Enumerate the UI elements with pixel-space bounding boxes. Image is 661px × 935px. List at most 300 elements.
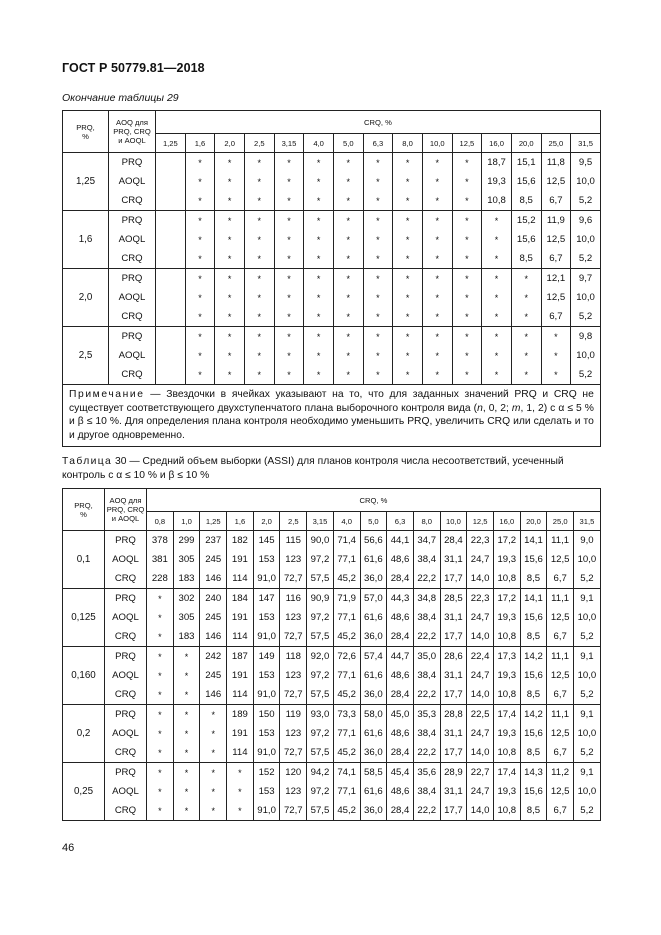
table-cell: * [304,211,334,231]
table-cell: * [333,172,363,191]
table-cell: 57,5 [307,801,334,821]
table-cell: 61,6 [360,782,387,801]
table-cell: * [244,172,274,191]
table-cell: 5,2 [574,685,601,705]
table-cell: 45,2 [333,743,360,763]
table-cell: 9,1 [574,763,601,783]
table-cell: 57,5 [307,685,334,705]
table-cell: 61,6 [360,666,387,685]
table-cell: 191 [227,608,254,627]
crq-value-header: 2,5 [280,512,307,531]
table-cell: 15,6 [520,550,547,569]
table-30-caption-text: — Средний объем выборки (ASSI) для планов контроля числа несоответствий, усеченный контроль с α ≤ 10 % и β ≤ 10 % [62,456,564,481]
table-cell: 11,2 [547,763,574,783]
table-cell: * [452,288,482,307]
table-cell: 114 [227,743,254,763]
table-cell: * [173,801,200,821]
table-cell: * [304,327,334,347]
table-cell: * [482,365,512,385]
table-cell: * [511,269,541,289]
table-cell: 153 [253,550,280,569]
column-header-aoq-line: PRQ, CRQ [106,505,145,514]
table-cell: 22,3 [467,531,494,551]
table-cell [156,191,186,211]
table-cell: 9,0 [574,531,601,551]
table-cell: * [452,327,482,347]
table-cell: 93,0 [307,705,334,725]
table-cell: 12,5 [547,782,574,801]
table-cell: 38,4 [413,608,440,627]
table-cell: * [200,724,227,743]
table-cell: 77,1 [333,550,360,569]
table-row [63,269,601,289]
row-type-label: PRQ [105,647,147,667]
table-row [63,608,601,627]
table-cell: 44,1 [387,531,414,551]
table-cell: * [147,647,174,667]
crq-value-header: 1,6 [185,134,215,153]
table-cell: * [304,153,334,173]
table-cell: 14,1 [520,531,547,551]
table-cell [156,172,186,191]
table-cell: 12,5 [541,230,571,249]
table-cell: 19,3 [493,666,520,685]
row-type-label: AOQL [105,782,147,801]
table-cell: * [274,269,304,289]
table-cell: 97,2 [307,724,334,743]
table-cell: * [244,230,274,249]
table-cell: * [147,589,174,609]
table-cell: * [215,269,245,289]
table-cell: 61,6 [360,724,387,743]
table-cell: 34,8 [413,589,440,609]
row-type-label: PRQ [109,327,156,347]
table-cell: 61,6 [360,550,387,569]
table-cell: 28,6 [440,647,467,667]
table-cell: * [333,153,363,173]
table-cell: 12,5 [541,172,571,191]
table-cell: 12,1 [541,269,571,289]
table-cell: 5,2 [574,743,601,763]
table-cell: 10,0 [574,550,601,569]
table-cell: 10,0 [574,782,601,801]
column-header-aoq-line: и AOQL [118,136,146,145]
table-cell: 17,7 [440,627,467,647]
table-row [63,589,601,609]
crq-value-header: 25,0 [541,134,571,153]
table-cell: * [185,365,215,385]
table-cell: 61,6 [360,608,387,627]
table-cell: 145 [253,531,280,551]
table-row [63,569,601,589]
table-cell: 15,2 [511,211,541,231]
row-type-label: AOQL [105,608,147,627]
table-cell: 28,5 [440,589,467,609]
table-cell: * [274,365,304,385]
table-cell: 10,8 [493,627,520,647]
table-row [63,327,601,347]
table-cell: * [274,307,304,327]
table-cell: * [173,743,200,763]
table-cell: * [363,153,393,173]
table-cell: * [422,346,452,365]
table-row [63,763,601,783]
table-cell: 10,8 [482,191,512,211]
table-cell: 9,1 [574,647,601,667]
table-cell: 38,4 [413,666,440,685]
row-type-label: CRQ [105,685,147,705]
table-cell: * [422,288,452,307]
table-cell: 72,7 [280,569,307,589]
table-cell: 17,7 [440,685,467,705]
table-cell: * [200,743,227,763]
table-cell: 48,6 [387,666,414,685]
table-cell [156,249,186,269]
crq-value-header: 1,25 [156,134,186,153]
table-cell: 24,7 [467,666,494,685]
table-cell: * [333,307,363,327]
table-cell: 9,1 [574,705,601,725]
table-cell: 12,5 [547,608,574,627]
table-cell: 19,3 [493,782,520,801]
table-cell: 91,0 [253,569,280,589]
table-cell: 31,1 [440,782,467,801]
table-row [63,211,601,231]
table-cell: 120 [280,763,307,783]
column-header-crq: CRQ, % [147,489,601,512]
table-cell: * [422,211,452,231]
header-row [63,489,601,512]
table-cell: 299 [173,531,200,551]
prq-group-value: 2,5 [63,327,109,385]
table-cell: * [333,346,363,365]
table-cell: 17,4 [493,763,520,783]
table-cell: 57,5 [307,627,334,647]
table-cell: * [541,365,571,385]
table-cell: * [227,763,254,783]
table-cell: * [452,365,482,385]
table-cell: * [393,346,423,365]
table-cell: 6,7 [541,249,571,269]
table-cell: 381 [147,550,174,569]
table-cell: * [185,307,215,327]
table-cell: 71,4 [333,531,360,551]
table-cell: 31,1 [440,608,467,627]
table-row [63,801,601,821]
table-cell: 15,6 [511,230,541,249]
note-m: m [511,402,521,414]
table-cell [156,269,186,289]
table-cell: * [274,346,304,365]
table-cell: 45,0 [387,705,414,725]
row-type-label: CRQ [105,569,147,589]
table-cell: 123 [280,782,307,801]
crq-value-header: 1,6 [227,512,254,531]
table-cell: 14,0 [467,627,494,647]
table-cell: * [393,365,423,385]
table-cell: 22,3 [467,589,494,609]
table-cell: 17,7 [440,743,467,763]
table-cell: * [215,230,245,249]
table-cell: * [147,627,174,647]
table-cell: 72,7 [280,627,307,647]
table-cell: 305 [173,608,200,627]
crq-value-header: 0,8 [147,512,174,531]
table-row [63,191,601,211]
table-cell: * [482,327,512,347]
table-cell: * [147,782,174,801]
table-cell: 35,3 [413,705,440,725]
table-cell: * [274,327,304,347]
table-cell: * [147,801,174,821]
table-cell: 17,7 [440,801,467,821]
table-cell: * [185,288,215,307]
table-cell: * [363,230,393,249]
table-cell: * [422,269,452,289]
table-cell: 153 [253,608,280,627]
table-row [63,230,601,249]
table-cell: 91,0 [253,743,280,763]
table-cell: * [304,269,334,289]
table-cell: * [244,191,274,211]
table-cell: 28,4 [387,685,414,705]
row-type-label: PRQ [105,705,147,725]
table-cell: 187 [227,647,254,667]
table-cell: 12,5 [541,288,571,307]
row-type-label: AOQL [105,550,147,569]
table-cell: 9,5 [571,153,601,173]
table-cell: 48,6 [387,724,414,743]
table-cell: 11,1 [547,647,574,667]
table-cell: * [482,307,512,327]
table-cell: 10,0 [574,608,601,627]
table-cell: 150 [253,705,280,725]
table-cell: 36,0 [360,627,387,647]
row-type-label: CRQ [109,249,156,269]
table-cell: * [363,249,393,269]
table-cell [156,211,186,231]
crq-value-header: 31,5 [574,512,601,531]
note-mid: , 0, 2; [482,402,512,414]
table-cell: 22,5 [467,705,494,725]
table-cell: 91,0 [253,801,280,821]
table-cell: 245 [200,666,227,685]
table-cell: 302 [173,589,200,609]
table-cell: 31,1 [440,724,467,743]
table-cell: * [304,365,334,385]
crq-value-header: 8,0 [413,512,440,531]
table-cell: * [173,705,200,725]
crq-value-header: 3,15 [274,134,304,153]
table-cell: * [393,307,423,327]
table-cell: * [393,191,423,211]
table-cell: 48,6 [387,608,414,627]
table-cell: * [147,705,174,725]
table-cell: * [274,288,304,307]
table-cell: 146 [200,685,227,705]
crq-value-header: 16,0 [493,512,520,531]
crq-value-header: 8,0 [393,134,423,153]
table-cell: 28,4 [387,569,414,589]
table-cell: * [304,307,334,327]
table-cell: 11,1 [547,589,574,609]
table-row [63,365,601,385]
table-cell: * [304,346,334,365]
row-type-label: PRQ [105,531,147,551]
crq-value-header: 5,0 [333,134,363,153]
crq-value-header: 16,0 [482,134,512,153]
table-cell: 8,5 [511,191,541,211]
table-row [63,627,601,647]
table-cell: 10,8 [493,801,520,821]
table-cell: * [482,346,512,365]
column-header-aoq [109,111,156,153]
table-cell: 11,1 [547,705,574,725]
table-cell: 15,6 [520,724,547,743]
table-row [63,705,601,725]
table-cell: * [215,365,245,385]
table-cell: 58,0 [360,705,387,725]
table-cell: * [363,191,393,211]
crq-value-header: 10,0 [422,134,452,153]
row-type-label: PRQ [105,763,147,783]
table-cell: * [173,666,200,685]
table-cell: * [147,666,174,685]
table-cell: 35,0 [413,647,440,667]
crq-value-header: 20,0 [520,512,547,531]
table-cell: * [147,763,174,783]
note-title: Примечание [69,389,145,400]
table-cell: * [393,327,423,347]
table-cell: * [185,211,215,231]
table-cell: * [482,288,512,307]
table-cell: 11,1 [547,531,574,551]
table-cell: 15,1 [511,153,541,173]
table-cell: 147 [253,589,280,609]
prq-group-value: 1,6 [63,211,109,269]
table-cell: 31,1 [440,550,467,569]
table-cell: 378 [147,531,174,551]
table-30 [62,488,601,821]
table-row [63,307,601,327]
crq-value-header: 4,0 [304,134,334,153]
table-cell: 146 [200,569,227,589]
table-cell: * [452,191,482,211]
table-row [63,288,601,307]
table-cell: 91,0 [253,627,280,647]
table-cell: * [363,307,393,327]
table-cell [156,288,186,307]
table-cell: * [541,346,571,365]
table-cell: 228 [147,569,174,589]
table-cell: * [215,327,245,347]
table-cell: 45,2 [333,801,360,821]
table-cell: 11,9 [541,211,571,231]
table-cell: * [333,211,363,231]
crq-value-header: 2,0 [215,134,245,153]
table-row [63,550,601,569]
table-cell: * [333,365,363,385]
table-cell: 24,7 [467,724,494,743]
table-cell: * [215,307,245,327]
table-cell: 114 [227,569,254,589]
table-cell: 9,8 [571,327,601,347]
table-cell: 58,5 [360,763,387,783]
table-cell: * [422,230,452,249]
table-cell: 44,3 [387,589,414,609]
table-cell: * [200,705,227,725]
table-cell: * [393,230,423,249]
table-cell: * [185,230,215,249]
table-cell: * [511,365,541,385]
table-cell: 5,2 [571,307,601,327]
table-cell: 6,7 [547,743,574,763]
crq-value-header: 3,15 [307,512,334,531]
table-cell: 36,0 [360,743,387,763]
table-cell: * [452,153,482,173]
table-cell: * [333,269,363,289]
table-cell: * [147,685,174,705]
table-cell: * [244,365,274,385]
row-type-label: PRQ [105,589,147,609]
table-cell: * [185,172,215,191]
table-cell: 146 [200,627,227,647]
table-cell: * [511,346,541,365]
table-cell: * [452,172,482,191]
table-cell: 10,8 [493,569,520,589]
table-cell: 9,6 [571,211,601,231]
table-cell [156,230,186,249]
table-cell: 28,4 [440,531,467,551]
crq-value-header: 25,0 [547,512,574,531]
row-type-label: CRQ [109,365,156,385]
table-cell: 15,6 [511,172,541,191]
column-header-prq [63,489,105,531]
table-cell: 183 [173,627,200,647]
table-cell: 237 [200,531,227,551]
table-cell: * [244,307,274,327]
table-cell: * [244,346,274,365]
table-cell: 14,0 [467,743,494,763]
table-cell: * [185,153,215,173]
table-cell: * [185,269,215,289]
table-cell: 5,2 [574,627,601,647]
table-cell: * [185,191,215,211]
table-cell: 77,1 [333,724,360,743]
table-cell: 94,2 [307,763,334,783]
table-cell: * [147,608,174,627]
table-cell: * [304,249,334,269]
table-cell: 12,5 [547,724,574,743]
crq-value-header: 5,0 [360,512,387,531]
table-cell: 5,2 [571,191,601,211]
table-cell: * [393,153,423,173]
table-cell: 8,5 [520,801,547,821]
table-cell: 97,2 [307,666,334,685]
table-cell: 22,2 [413,743,440,763]
table-row [63,531,601,551]
table-cell: 123 [280,724,307,743]
table-cell: 38,4 [413,724,440,743]
table-cell: * [511,327,541,347]
table-cell: 28,9 [440,763,467,783]
table-cell: 19,3 [482,172,512,191]
table-cell: 22,2 [413,569,440,589]
crq-value-header: 6,3 [387,512,414,531]
table-cell: * [333,288,363,307]
document-header: ГОСТ Р 50779.81—2018 [62,61,205,75]
table-cell: * [185,327,215,347]
